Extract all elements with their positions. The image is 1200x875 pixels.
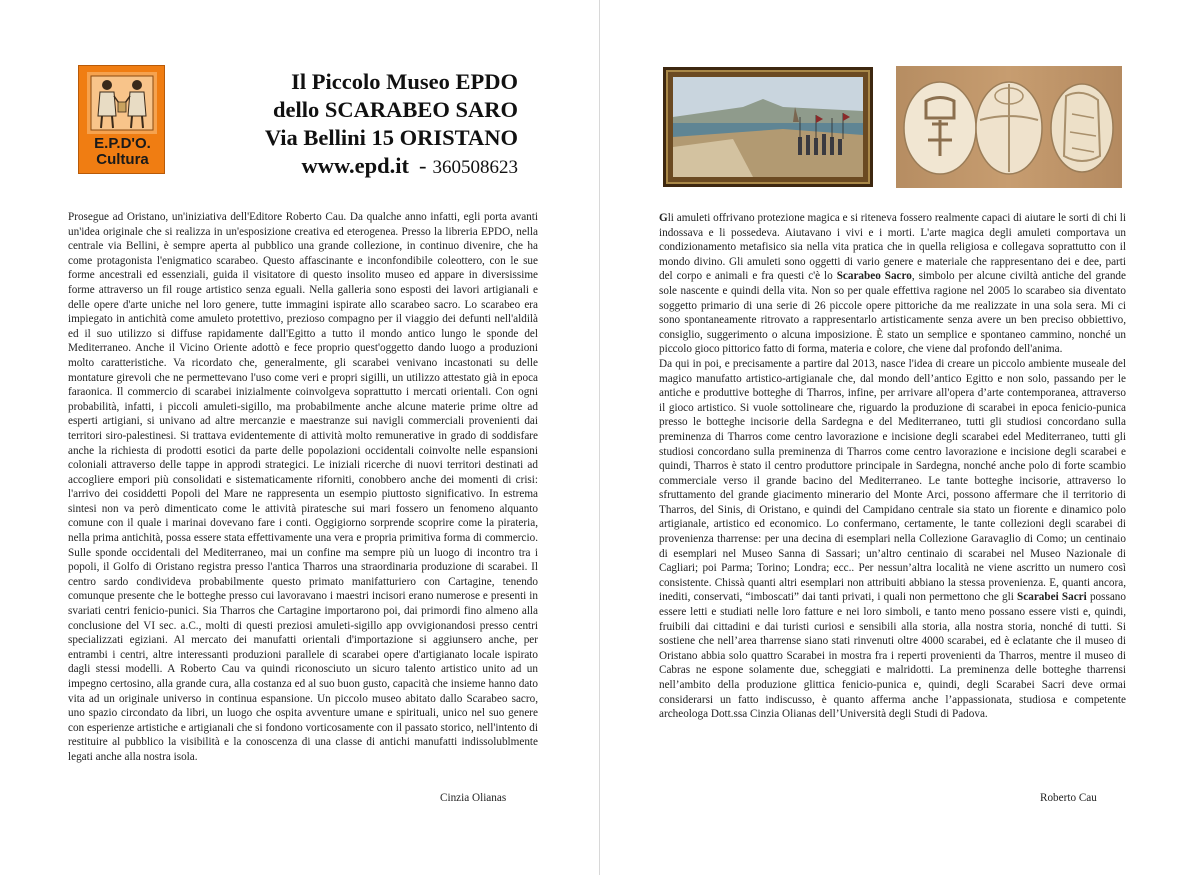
website-link[interactable]: www.epd.it xyxy=(301,153,409,178)
scarab-amulets-image xyxy=(896,66,1122,188)
framed-painting-image xyxy=(663,67,873,187)
paragraph-2-part-a: Da qui in poi, e precisamente a partire dal 2013, nasce l'idea di creare un piccolo ambiente museale del magico manufatto artistico-artigianale che, dal mondo dell’antico Egitto e non solo, passando per le antiche e produttive botteghe di Tharros, infine, per arrivare all'opera d’arte contemporanea, attraverso il gioco artistico. Si vuole sottolineare che, riguardo la produzione di scarabei in epoca fenicio-punica presso le botteghe incisorie della Sardegna e del Mediterraneo, tutti gli studiosi concordano sulla preminenza di Tharros come centro lavorazione e incisione degli scarabei edel Mediterraneo, tutti gli studiosi concordano sulla preminenza di Tharros come centro lavorazione e incisione degli scarabei e quindi, Tharros è stato il centro produttore principale in Sardegna, nonché anche polo di forte scambio commerciale verso il grande bacino del Mediterraneo. Le tante botteghe incisorie, attraverso lo sfruttamento del grande giacimento minerario del Monte Arci, possono affermare che il territorio di Tharros, del Sinis, di Oristano, e quindi del Campidano centrale sia stato un fiorente e dinamico polo artigianale, artistico ed economico. Lo confermano, certamente, le tante collezioni degli scarabei di provenienza tharrense: per una decina di esemplari nella Collezione Garavaglio di Como; un centinaio di esemplari nel Museo Sanna di Sassari; un’altro centinaio di scarabei nel Museo Nazionale di Cagliari; poi Parma; Torino; Londra; ecc.. Per nessun’altra località ne viene ascritto un numero così consistente. Chissà quanti altri esemplari non attribuiti abbiano la stessa provenienza. E, quanti ancora, inediti, conservati, “imboscati” dai tanti privati, i quali non permettono che gli xyxy=(659,357,1126,604)
figures-logo-icon xyxy=(87,72,157,134)
paragraph-1-part-a: li amuleti offrivano protezione magica e si riteneva fossero realmente capaci di aiutare le sorti di chi li indossava e li possedeva. Aiutavano i vivi e i morti. L'arte magica degli amuleti comportava un condizionamento metafisico sia nella vita pratica che in quella religiosa e collegava soprattutto con il mondo divino. Gli amuleti sono oggetti di vario genere e materiale che rappresentano dei e dee, parti del corpo e animali e fra questi c'è lo xyxy=(659,212,1126,283)
right-article-text xyxy=(659,211,1126,722)
right-article-signature: Roberto Cau xyxy=(1040,792,1097,804)
right-article-paragraph-2 xyxy=(659,357,1126,722)
header-contact-line xyxy=(190,152,518,182)
paragraph-2-part-b: possano essere letti e studiati nelle loro fatture e nei loro simboli, e tanto meno possano essere visti e, quindi, fruibili dai cittadini e dai turisti curiosi e sensibili alla storia, alla nostra storia, nonché di tutti. Si sostiene che nell’area tharrense siano stati rinvenuti oltre 4000 scarabei, ed è eclatante che il museo di Oristano abbia solo quattro Scarabei in mostra fra i reperti provenienti da Tharros, mentre il museo di Cabras ne espone solamente due, scheggiati e malridotti. La preminenza delle botteghe tharrensi nell’ambito della produzione glittica fenicio-punica e, quindi, degli Scarabei Sacri deve ormai considerarsi un fatto indiscusso, è quanto afferma anche l’appassionata, studiosa e competente archeologa Dott.ssa Cinzia Olianas dell’Università degli Studi di Padova. xyxy=(659,591,1126,721)
page-header xyxy=(190,68,518,182)
painting-canvas xyxy=(673,77,863,177)
header-title-line-2: dello SCARABEO SARO xyxy=(272,97,518,122)
paragraph-1-part-b: , simbolo per alcune civiltà antiche del grande sole nascente e quindi della vita. Non so per quale effettiva ragione nel 2005 lo scarabeo sia diventato soggetto primario di una serie di 26 piccole opere pittoriche da me realizzate in una sola sera. Mi ci sono spontaneamente ritrovato a rappresentarlo artisticamente senza avere un ben preciso obbiettivo, consiglio, suggerimento o alcuna imposizione. È stato un semplice e spontaneo cammino, nonché un piccolo gioco pittorico fatto di forma, materia e colore, che viene dal profondo dell'anima. xyxy=(659,270,1126,356)
header-address: Via Bellini 15 ORISTANO xyxy=(264,125,518,150)
left-article-signature: Cinzia Olianas xyxy=(440,792,507,804)
keyword-scarabei-sacri: Scarabei Sacri xyxy=(1017,591,1087,604)
header-title-line-1: Il Piccolo Museo EPDO xyxy=(291,69,518,94)
keyword-scarabeo-sacro: Scarabeo Sacro xyxy=(836,270,912,283)
tharros-landscape-illustration xyxy=(673,77,863,177)
logo-line-2: Cultura xyxy=(96,151,149,168)
right-article-paragraph-1 xyxy=(659,211,1126,357)
drop-cap: G xyxy=(659,212,668,224)
left-article-text: Prosegue ad Oristano, un'iniziativa dell'Editore Roberto Cau. Da qualche anno infatti, egli porta avanti un'idea originale che si realizza in un'esposizione creativa ed eterogenea. Presso la libreria EPDO, nella centrale via Bellini, è sempre aperta al pubblico una grande collezione, in continuo divenire, che ha come protagonista l'enigmatico scarabeo. Questo affascinante e inconfondibile coleottero, con le sue forme ancestrali ed essenziali, guida il visitatore di questo insolito museo ed appare in diversissime forme attraverso un fil rouge artistico senza eguali. Nella galleria sono esposti dei lavori artigianali e delle opere d'arte uniche nel loro genere, tutte immagini ispirate allo scarabeo sacro. Lo scarabeo era impiegato in antichità come amuleto protettivo, prezioso compagno per il viaggio dei defunti nell'aldilà ed il suo utilizzo si diffuse rapidamente dall'Egitto a tutto il mondo antico lungo le sponde del Mediterraneo. Anche il Vicino Oriente adottò e fece proprio quest'oggetto dando luogo a produzioni molto caratteristiche. Va ricordato che, generalmente, gli scarabei venivano incastonati su delle montature girevoli che ne permettevano l'uso come veri e propri sigilli, un utilizzo attestato già in epoca faraonica. Il commercio di scarabei inizialmente coinvolgeva soprattutto i mercati orientali. Con ogni probabilità, infatti, i piccoli amuleti-sigillo, ma probabilmente anche alcune materie prime oltre ad esperti artigiani, si univano ad altre mercanzie e maestranze sui navigli commerciali provenienti dai territori siro-palestinesi. Si trattava evidentemente di attività molto remunerative in grado di soddisfare anche la richiesta di prodotti esotici da parte delle popolazioni occidentali coinvolte nelle espansioni coloniali attraverso delle tappe in approdi strategici. Le iniziali ricerche di nuovi territori destinati ad accogliere empori più consolidati e sistematicamente riforniti, conobbero anche dei momenti di crisi: l'arrivo dei cosiddetti Popoli del Mare ne rappresenta un esempio piuttosto significativo. In estrema sintesi non va però dimenticato come le attività piratesche sui mari fossero un fenomeno alquanto comune con il quale i marinai dovevano fare i conti. Oggigiorno sorprende scoprire come la pirateria, nella prima antichità, possa essere stata effettivamente una vera e propria primitiva forma di commercio. Sulle sponde occidentali del Mediterraneo, mai un confine ma sempre più un luogo di incontro tra i popoli, il Golfo di Oristano registra presso l'antica Tharros una straordinaria produzione di scarabei. Il centro sardo condivideva probabilmente questo primato manifatturiero con Cartagine, tenendo comunque presente che le botteghe presso cui lavoravano i maestri incisori erano numerose e presenti in svariati centri fenicio-punici. Sia Tharros che Cartagine importarono poi, dai primordi fino almeno alla conclusione del VI sec. a.C., molti di questi preziosi amuleti-sigillo app ovvigionandosi presso centri specializzati egiziani. Al mercato dei manufatti orientali d'importazione si aggiunsero anche, per entrambi i centri, altre interessanti produzioni parallele di scarabei opere d'artigianato locale ispirato dagli stessi modelli. A Roberto Cau va quindi riconosciuto un sicuro talento artistico unito ad un impegno certosino, alla grande cura, alla costanza ed al suo buon gusto, capacità che insieme hanno dato vita ad un originale universo in continua espansione. Un piccolo museo abitato dallo Scarabeo sacro, uno spazio circondato da libri, un luogo che ospita avventure umane e spirituali, unico nel suo genere con esperienze artistiche e artigianali che si fondono vorticosamente con il passato storico, nell'intento di restituire al pubblico la visibilità e la conoscenza di una classe di antichi manufatti indissolublmente legati anche alla nostra isola. xyxy=(68,211,538,763)
epdo-logo xyxy=(78,65,165,174)
phone-number: 360508623 xyxy=(432,157,518,178)
scarab-amulets-illustration xyxy=(896,66,1122,188)
contact-separator: - xyxy=(419,153,427,178)
logo-line-1: E.P.D'O. xyxy=(94,135,151,152)
